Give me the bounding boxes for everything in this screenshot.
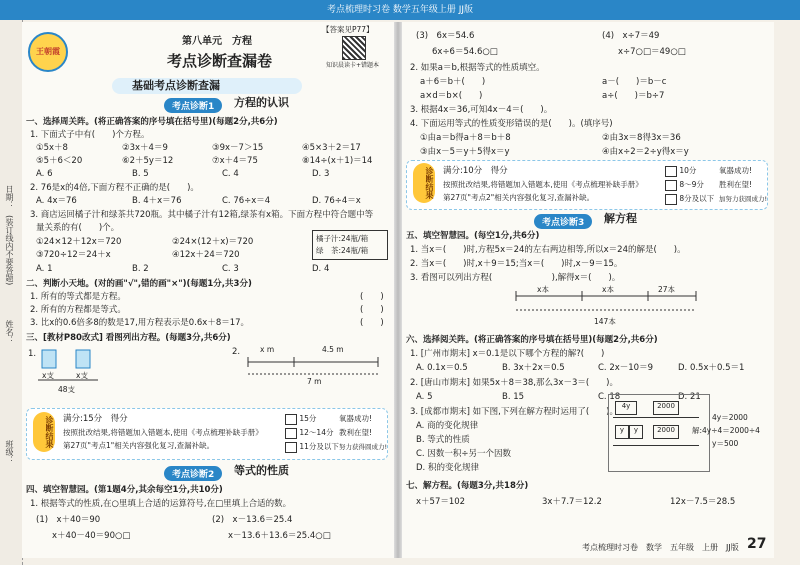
section-5-title: 五、填空智慧园。(每空1分,共6分) (406, 231, 540, 241)
name-label: 姓名： (5, 320, 14, 344)
r-q3: 3. 根据4x＝36,可知4x－4＝( )。 (410, 105, 553, 115)
solve-equation: x＋57＝102 (416, 497, 466, 507)
result-text: 教利在望! (339, 428, 373, 437)
q3-info-line: 橘子汁:24瓶/箱 (316, 234, 369, 243)
result-text: 努力获得圆成力! (339, 443, 388, 451)
binding-note: (装订线内不要答题) (5, 215, 14, 286)
solve-equation: 3x＋7.7＝12.2 (542, 497, 602, 507)
equation-step: 6x÷6＝54.6○□ (432, 47, 498, 57)
segment-label: 27本 (658, 285, 676, 294)
equation-item: (2) x－13.6＝25.4 (212, 515, 293, 525)
section-3-title: 三、[教材P80改式] 看图列出方程。(每题3分,共6分) (26, 333, 231, 343)
cup-icon (76, 350, 90, 368)
score-option: 10分 (679, 166, 697, 175)
q3-choice: D. 4 (312, 264, 330, 274)
solve-equation: 12x－7.5＝28.5 (670, 497, 736, 507)
s6-q2-choice: C. 18 (598, 392, 621, 402)
judge-item: 1. 所有的等式都是方程。 (30, 292, 126, 302)
segment-label: 4.5 m (322, 345, 344, 354)
answer-bracket[interactable]: ( ) (360, 305, 384, 315)
checkbox[interactable] (285, 442, 297, 453)
r-q4-option: ②由3x＝8得3x＝36 (602, 133, 681, 143)
r-q2: 2. 如果a＝b,根据等式的性质填空。 (410, 63, 545, 73)
section-banner-text: 基础考点诊断查漏 (132, 79, 220, 92)
cup-label: x支 (42, 371, 54, 380)
segment-label: x m (260, 345, 275, 354)
q1-choice: A. 6 (36, 169, 53, 179)
q1-option: ④5×3＋2＝17 (302, 143, 361, 153)
section-2-title: 二、判断小天地。(对的画"√",错的画"×")(每题1分,共3分) (26, 279, 252, 289)
q2-choice: D. 76÷4＝x (312, 196, 361, 206)
r-q4-option: ④由x÷2＝2÷y得x＝y (602, 147, 689, 157)
page-footer: 考点梳理时习卷 数学 五年级 上册 JJ版 (582, 543, 739, 552)
topic-2-title: 等式的性质 (234, 464, 289, 477)
q3-option: ④12x＋24＝720 (172, 250, 240, 260)
y-block: y (615, 425, 629, 439)
page-title: 考点诊断查漏卷 (167, 52, 273, 70)
result-text: 氧器成功! (339, 414, 373, 423)
r-q4-option: ①由a＝b得a＋8＝b＋8 (420, 133, 511, 143)
diagnosis-text: 按照批改结果,将错题加入错题本,使用《考点梳理补缺手册》 (443, 180, 643, 189)
book-gutter (394, 22, 402, 558)
s5-q3: 3. 看图可以列出方程( ),解得x＝( )。 (410, 273, 621, 283)
topic-1-title: 方程的认识 (234, 96, 289, 109)
diagnosis-text: 第27页"考点1"相关内容强化复习,查漏补缺。 (63, 441, 215, 450)
diagnosis-label: 诊断结果 (33, 412, 55, 452)
equation-step: x－13.6＋13.6＝25.4○□ (228, 531, 331, 541)
checkbox[interactable] (665, 180, 677, 191)
solution-step: y＝500 (712, 439, 739, 448)
solution-step: 解:4y÷4＝2000÷4 (692, 426, 760, 435)
q3-info-line: 绿 茶:24瓶/箱 (316, 246, 369, 255)
q3-text-2: 量关系的有( )个。 (36, 223, 120, 233)
diagnosis-label: 诊断结果 (413, 163, 435, 203)
q3-info-box (312, 230, 388, 260)
weight-block: 2000 (653, 401, 679, 415)
s6-q1-choice: C. 2x－10＝9 (598, 363, 654, 373)
badge-topic-3: 考点诊断3 (534, 214, 592, 229)
s6-q1-choice: A. 0.1x＝0.5 (416, 363, 468, 373)
q2-choice: A. 4x＝76 (36, 196, 77, 206)
qr-code (342, 36, 366, 60)
equation-step: x＋40－40＝90○□ (52, 531, 131, 541)
q1-choice: C. 4 (222, 169, 239, 179)
fig2-number: 2. (232, 347, 241, 357)
date-label: 日期： (5, 185, 14, 209)
s6-q2-choice: B. 15 (502, 392, 525, 402)
segment-total: 7 m (307, 377, 322, 386)
result-text: 加努力获圆成力! (719, 195, 768, 203)
q3-choice: C. 3 (222, 264, 239, 274)
page-number: 27 (747, 536, 767, 552)
q2-choice: B. 4＋x＝76 (132, 196, 182, 206)
q2-choice: C. 76÷x＝4 (222, 196, 271, 206)
segment-label: x本 (537, 285, 549, 294)
answer-bracket[interactable]: ( ) (360, 292, 384, 302)
fill-item: a＋6＝b＋( ) (420, 77, 486, 87)
s6-q2: 2. [唐山市期末] 如果5x＋8＝38,那么3x－3＝( )。 (410, 378, 618, 388)
q1-text: 1. 下面式子中有( )个方程。 (30, 130, 150, 140)
judge-item: 3. 比x的0.6倍多8的数是17,用方程表示是0.6x＋8＝17。 (30, 318, 250, 328)
diagnosis-score: 满分:10分 得分 (443, 166, 508, 176)
s6-q1: 1. [广州市期末] x＝0.1是以下哪个方程的解?( ) (410, 349, 605, 359)
q3-option: ①24×12＋12x＝720 (36, 237, 122, 247)
s6-q3: 3. [成都市期末] 如下图,下列在解方程时运用了( )。 (410, 407, 618, 417)
result-text: 胜利在望! (719, 180, 753, 189)
fill-item: a－( )＝b－c (602, 77, 667, 87)
section-4-title: 四、填空智慧园。(第1题4分,其余每空1分,共10分) (26, 485, 223, 495)
q3-choice: B. 2 (132, 264, 149, 274)
diagnosis-box-1 (26, 408, 388, 460)
scale-beam (613, 417, 699, 418)
q1-choice: D. 3 (312, 169, 330, 179)
y-block: y (629, 425, 643, 439)
unit-label: 第八单元 方程 (182, 36, 252, 47)
score-option: 12～14分 (299, 428, 334, 437)
section-7-title: 七、解方程。(每题3分,共18分) (406, 481, 529, 491)
segment-label: x本 (602, 285, 614, 294)
q3-choice: A. 1 (36, 264, 53, 274)
s6-q2-choice: D. 21 (678, 392, 701, 402)
s6-q1-choice: D. 0.5x＋0.5＝1 (678, 363, 745, 373)
score-option: 11分及以下 (299, 442, 339, 451)
q2-text: 2. 76是x的4倍,下面方程不正确的是( )。 (30, 183, 199, 193)
cup-label: x支 (76, 371, 88, 380)
equation-item: (1) x＋40＝90 (36, 515, 101, 525)
s6-q1-choice: B. 3x＋2x＝0.5 (502, 363, 565, 373)
solution-step: 4y＝2000 (712, 413, 748, 422)
q1-option: ①5x＋8 (36, 143, 68, 153)
q1-option: ⑤5＋6＜20 (36, 156, 83, 166)
segment-total: 147本 (594, 317, 616, 326)
topic-3-title: 解方程 (604, 212, 637, 225)
section-1-title: 一、选择周关阵。(将正确答案的序号填在括号里)(每题2分,共6分) (26, 117, 278, 127)
s6-q2-choice: A. 5 (416, 392, 433, 402)
s6-q3-choice: B. 等式的性质 (416, 435, 470, 445)
binding-sidebar (0, 20, 23, 565)
cup-icon (42, 350, 56, 368)
s5-q2: 2. 当x＝( )时,x＋9＝15;当x＝( )时,x－9＝15。 (410, 259, 623, 269)
s6-q3-choice: D. 积的变化规律 (416, 463, 479, 473)
section-6-title: 六、选择阅关阵。(将正确答案的序号填在括号里)(每题2分,共6分) (406, 335, 658, 345)
q3-option: ②24×(12＋x)＝720 (172, 237, 254, 247)
fill-item: a÷( )＝b÷7 (602, 91, 665, 101)
diagnosis-box-2 (406, 160, 768, 210)
left-page (22, 22, 394, 558)
r-q4-option: ③由x－5＝y＋5得x＝y (420, 147, 510, 157)
equation-step: x÷7○□＝49○□ (618, 47, 686, 57)
badge-topic-1: 考点诊断1 (164, 98, 222, 113)
answer-reference: 【答案见P77】 (322, 25, 374, 34)
diagnosis-score: 满分:15分 得分 (63, 414, 128, 424)
answer-bracket[interactable]: ( ) (360, 318, 384, 328)
s5-q1: 1. 当x＝( )时,方程5x＝24的左右两边相等,所以x＝24的解是( )。 (410, 245, 686, 255)
top-banner: 考点梳理时习卷 数学五年级上册 JJ版 (0, 0, 800, 20)
s6-q3-choice: A. 商的变化规律 (416, 421, 479, 431)
checkbox[interactable] (665, 166, 677, 177)
equation-item: (3) 6x＝54.6 (416, 31, 475, 41)
checkbox[interactable] (285, 414, 297, 425)
score-option: 15分 (299, 414, 317, 423)
result-text: 氧器成功! (719, 166, 753, 175)
q1-option: ③9x－7＞15 (212, 143, 264, 153)
diagnosis-text: 按照批改结果,将错题加入错题本,使用《考点梳理补缺手册》 (63, 428, 263, 437)
checkbox[interactable] (665, 194, 677, 205)
q3-option: ③720÷12＝24＋x (36, 250, 111, 260)
q1-option: ⑥2＋5y＝12 (122, 156, 174, 166)
brand-logo: 王朝霞 (28, 32, 68, 72)
q1-option: ⑦x＋4＝75 (212, 156, 258, 166)
checkbox[interactable] (285, 428, 297, 439)
scale-beam (613, 445, 699, 446)
q1-choice: B. 5 (132, 169, 149, 179)
q3-text: 3. 商店运回橘子汁和绿茶共720瓶。其中橘子汁有12箱,绿茶有x箱。下面方程中符合题中等 (30, 210, 374, 220)
s4-q1: 1. 根据等式的性质,在○里填上合适的运算符号,在□里填上合适的数。 (30, 499, 292, 509)
score-option: 8分及以下 (679, 194, 715, 203)
s6-q3-choice: C. 因数一积÷另一个因数 (416, 449, 511, 459)
qr-caption: 知识晨读卡+错题本 (326, 62, 380, 69)
q1-option: ⑧14÷(x＋1)＝14 (302, 156, 373, 166)
right-page (402, 22, 774, 558)
class-label: 班级： (5, 440, 14, 464)
equation-item: (4) x÷7＝49 (602, 31, 660, 41)
judge-item: 2. 所有的方程都是等式。 (30, 305, 126, 315)
q1-option: ②3x＋4＝9 (122, 143, 168, 153)
diagnosis-text: 第27页"考点2"相关内容强化复习,查漏补缺。 (443, 193, 595, 202)
score-option: 8～9分 (679, 180, 704, 189)
weight-block: 2000 (653, 425, 679, 439)
r-q4: 4. 下面运用等式的性质变形错误的是( )。(填序号) (410, 119, 613, 129)
fig1-number: 1. (28, 349, 37, 359)
weight-block: 4y (615, 401, 637, 415)
badge-topic-2: 考点诊断2 (164, 466, 222, 481)
cup-total: 48支 (58, 385, 76, 394)
fill-item: a×d＝b×( ) (420, 91, 483, 101)
